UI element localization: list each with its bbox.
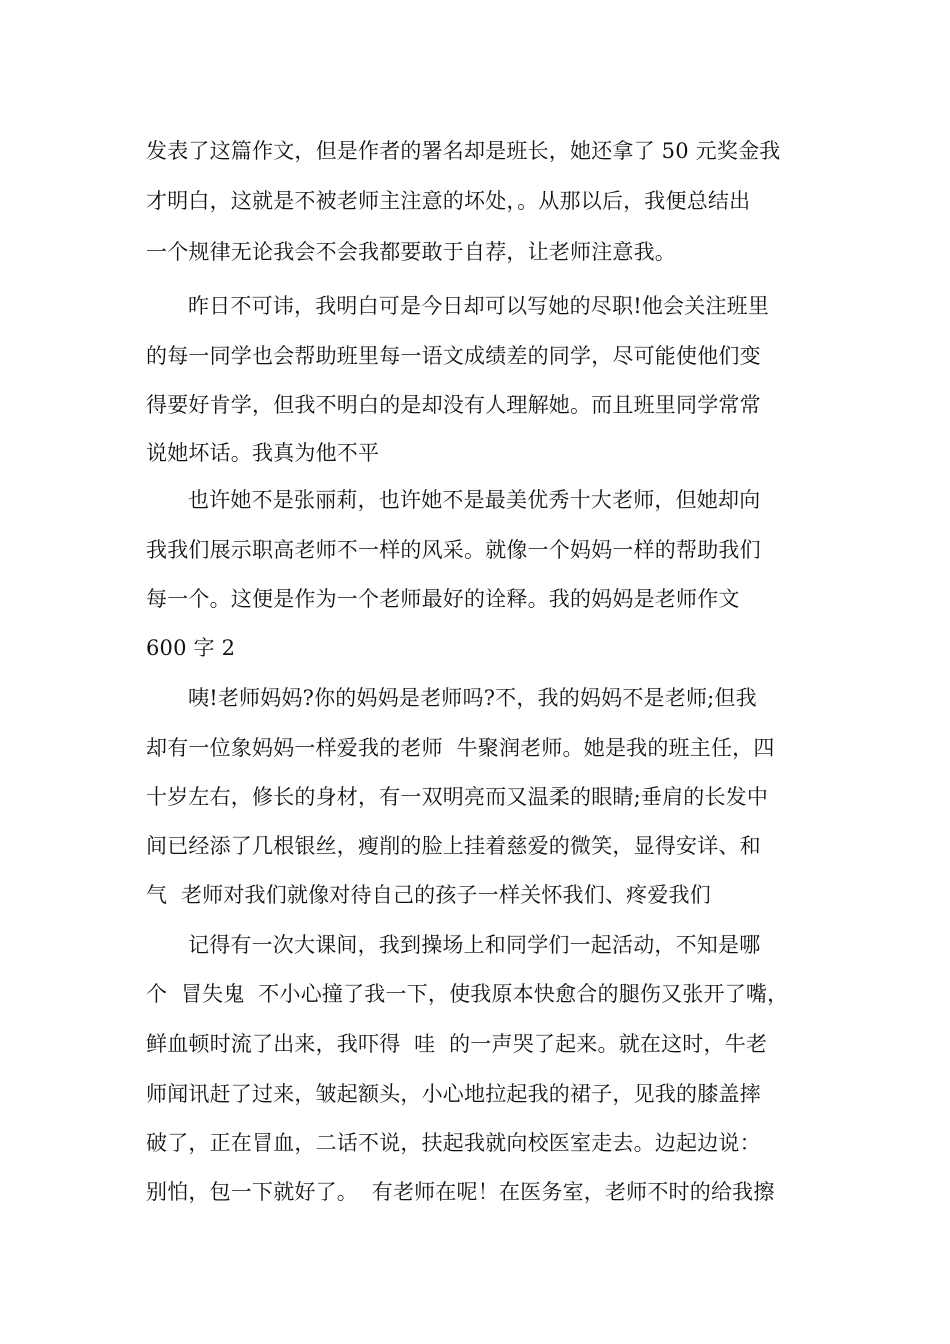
text-line: 发表了这篇作文，但是作者的署名却是班长，她还拿了 50 元奖金我 [146,139,781,163]
paragraph-first-line: 咦!老师妈妈?你的妈妈是老师吗?不，我的妈妈不是老师;但我 [188,686,757,710]
text-line: 却有一位象妈妈一样爱我的老师 牛聚润老师。她是我的班主任，四 [146,736,775,760]
text-line: 600 字 2 [146,636,236,660]
text-line: 破了，正在冒血，二话不说，扶起我就向校医室走去。边起边说： [146,1131,761,1155]
text-line: 别怕，包一下就好了。 有老师在呢！在医务室，老师不时的给我擦 [146,1180,775,1204]
text-line: 个 冒失鬼 不小心撞了我一下，使我原本快愈合的腿伤又张开了嘴， [146,982,789,1006]
text-line: 才明白，这就是不被老师主注意的坏处，。从那以后，我便总结出 [146,189,751,213]
text-line: 鲜血顿时流了出来，我吓得 哇 的一声哭了起来。就在这时，牛老 [146,1032,768,1056]
text-line: 我我们展示职高老师不一样的风采。就像一个妈妈一样的帮助我们 [146,538,761,562]
text-line: 一个规律无论我会不会我都要敢于自荐，让老师注意我。 [146,240,676,264]
text-line: 气 老师对我们就像对待自己的孩子一样关怀我们、疼爱我们 [146,883,711,907]
text-line: 间已经添了几根银丝，瘦削的脸上挂着慈爱的微笑，显得安详、和 [146,834,761,858]
text-line: 说她坏话。我真为他不平 [146,441,380,465]
text-line: 每一个。这便是作为一个老师最好的诠释。我的妈妈是老师作文 [146,587,740,611]
text-line: 得要好肯学，但我不明白的是却没有人理解她。而且班里同学常常 [146,393,761,417]
text-line: 师闻讯赶了过来，皱起额头，小心地拉起我的裙子，见我的膝盖摔 [146,1082,761,1106]
paragraph-first-line: 昨日不可讳，我明白可是今日却可以写她的尽职!他会关注班里 [188,294,770,318]
paragraph-first-line: 也许她不是张丽莉，也许她不是最美优秀十大老师，但她却向 [188,488,761,512]
text-line: 的每一同学也会帮助班里每一语文成绩差的同学，尽可能使他们变 [146,344,761,368]
text-line: 十岁左右，修长的身材，有一双明亮而又温柔的眼睛;垂肩的长发中 [146,785,769,809]
paragraph-first-line: 记得有一次大课间，我到操场上和同学们一起活动，不知是哪 [188,933,761,957]
